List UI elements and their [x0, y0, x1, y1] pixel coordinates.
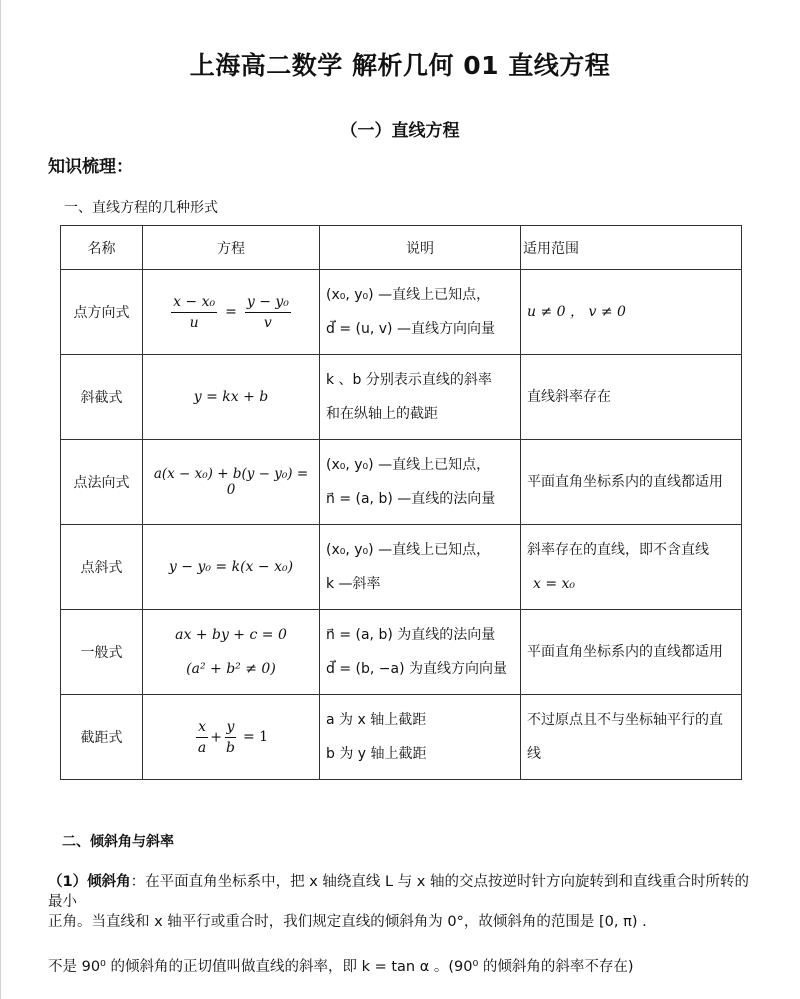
table-row [61, 440, 742, 525]
table-header-row [61, 226, 742, 270]
equation-line: (a² + b² ≠ 0) [186, 661, 276, 677]
row-name: 点方向式 [61, 270, 143, 355]
fraction-numerator: y − y₀ [245, 292, 291, 313]
header-scope: 适用范围 [521, 226, 742, 270]
row-name: 点法向式 [61, 440, 143, 525]
knowledge-heading: 知识梳理： [48, 157, 133, 177]
fraction-numerator: x [196, 717, 208, 738]
paragraph-slope-definition: 不是 90⁰ 的倾斜角的正切值叫做直线的斜率，即 k = tan α 。(90⁰ 的倾斜角的斜率不存在) [48, 959, 634, 975]
row-equation: a(x − x₀) + b(y − y₀) = 0 [143, 440, 320, 525]
table-row [61, 355, 742, 440]
description-line: (x₀, y₀) —直线上已知点， [326, 287, 491, 303]
fraction [245, 292, 291, 333]
fraction [224, 717, 237, 758]
row-scope [521, 695, 742, 780]
row-scope: u ≠ 0 ， v ≠ 0 [521, 270, 742, 355]
description-line: d⃗ = (u, v) —直线方向向量 [326, 321, 495, 337]
scope-line: 线 [527, 746, 541, 762]
line-forms-table [60, 225, 742, 780]
row-description [320, 355, 521, 440]
section1-title: 一、直线方程的几种形式 [64, 200, 218, 216]
equation-line: ax + by + c = 0 [175, 627, 287, 643]
row-description [320, 440, 521, 525]
header-name: 名称 [61, 226, 143, 270]
row-name: 斜截式 [61, 355, 143, 440]
description-line: n⃗ = (a, b) —直线的法向量 [326, 491, 496, 507]
fraction-denominator: a [197, 739, 207, 756]
description-line: 和在纵轴上的截距 [326, 406, 438, 422]
row-scope: 平面直角坐标系内的直线都适用 [521, 610, 742, 695]
description-line: d⃗ = (b, −a) 为直线方向向量 [326, 661, 507, 677]
paragraph-inclination-definition [48, 872, 760, 912]
fraction-denominator: v [263, 314, 272, 331]
row-equation: y = kx + b [143, 355, 320, 440]
header-description: 说明 [320, 226, 521, 270]
description-line: k 、b 分别表示直线的斜率 [326, 372, 492, 388]
section-subtitle: （一）直线方程 [340, 121, 460, 141]
row-description [320, 270, 521, 355]
row-scope: 直线斜率存在 [521, 355, 742, 440]
description-line: b 为 y 轴上截距 [326, 746, 427, 762]
row-equation: $\frac{x}{a}$ + $\frac{y}{b}$ = 1 [143, 695, 320, 780]
row-equation: y − y₀ = k(x − x₀) [143, 525, 320, 610]
fraction-numerator: x − x₀ [171, 292, 217, 313]
description-line: n⃗ = (a, b) 为直线的法向量 [326, 627, 496, 643]
description-line: a 为 x 轴上截距 [326, 712, 427, 728]
description-line: (x₀, y₀) —直线上已知点， [326, 457, 491, 473]
scope-line: x = x₀ [533, 576, 576, 592]
row-description [320, 525, 521, 610]
header-equation: 方程 [143, 226, 320, 270]
fraction-numerator: y [225, 717, 237, 738]
paragraph-inclination-range: 正角。当直线和 x 轴平行或重合时，我们规定直线的倾斜角为 0°，故倾斜角的范围是 [0, π) . [48, 914, 647, 930]
page-title: 上海高二数学 解析几何 01 直线方程 [189, 51, 611, 80]
fraction-denominator: b [226, 739, 235, 756]
scope-line: 不过原点且不与坐标轴平行的直 [527, 712, 723, 728]
equation-tail: = 1 [242, 729, 269, 745]
row-name: 截距式 [61, 695, 143, 780]
description-line: k —斜率 [326, 576, 381, 592]
page-left-edge [0, 0, 1, 999]
fraction [196, 717, 208, 758]
row-scope [521, 525, 742, 610]
fraction-denominator: u [189, 314, 199, 331]
description-line: (x₀, y₀) —直线上已知点， [326, 542, 491, 558]
table-row [61, 610, 742, 695]
row-name: 一般式 [61, 610, 143, 695]
row-scope: 平面直角坐标系内的直线都适用 [521, 440, 742, 525]
paragraph-text: ：在平面直角坐标系中，把 x 轴绕直线 L 与 x 轴的交点按逆时针方向旋转到和直线重合时所转的最小 [48, 874, 749, 910]
table-row [61, 525, 742, 610]
row-equation [143, 610, 320, 695]
row-equation: $\frac{\text{x − x₀}}{u}$ = $\frac{\text{y − y₀}}{v}$ [143, 270, 320, 355]
scope-line: 斜率存在的直线，即不含直线 [527, 542, 709, 558]
row-description [320, 610, 521, 695]
table-row [61, 270, 742, 355]
row-description [320, 695, 521, 780]
section2-title: 二、倾斜角与斜率 [62, 834, 174, 850]
fraction [171, 292, 217, 333]
row-name: 点斜式 [61, 525, 143, 610]
table-row [61, 695, 742, 780]
term-label: （1）倾斜角 [48, 874, 131, 890]
